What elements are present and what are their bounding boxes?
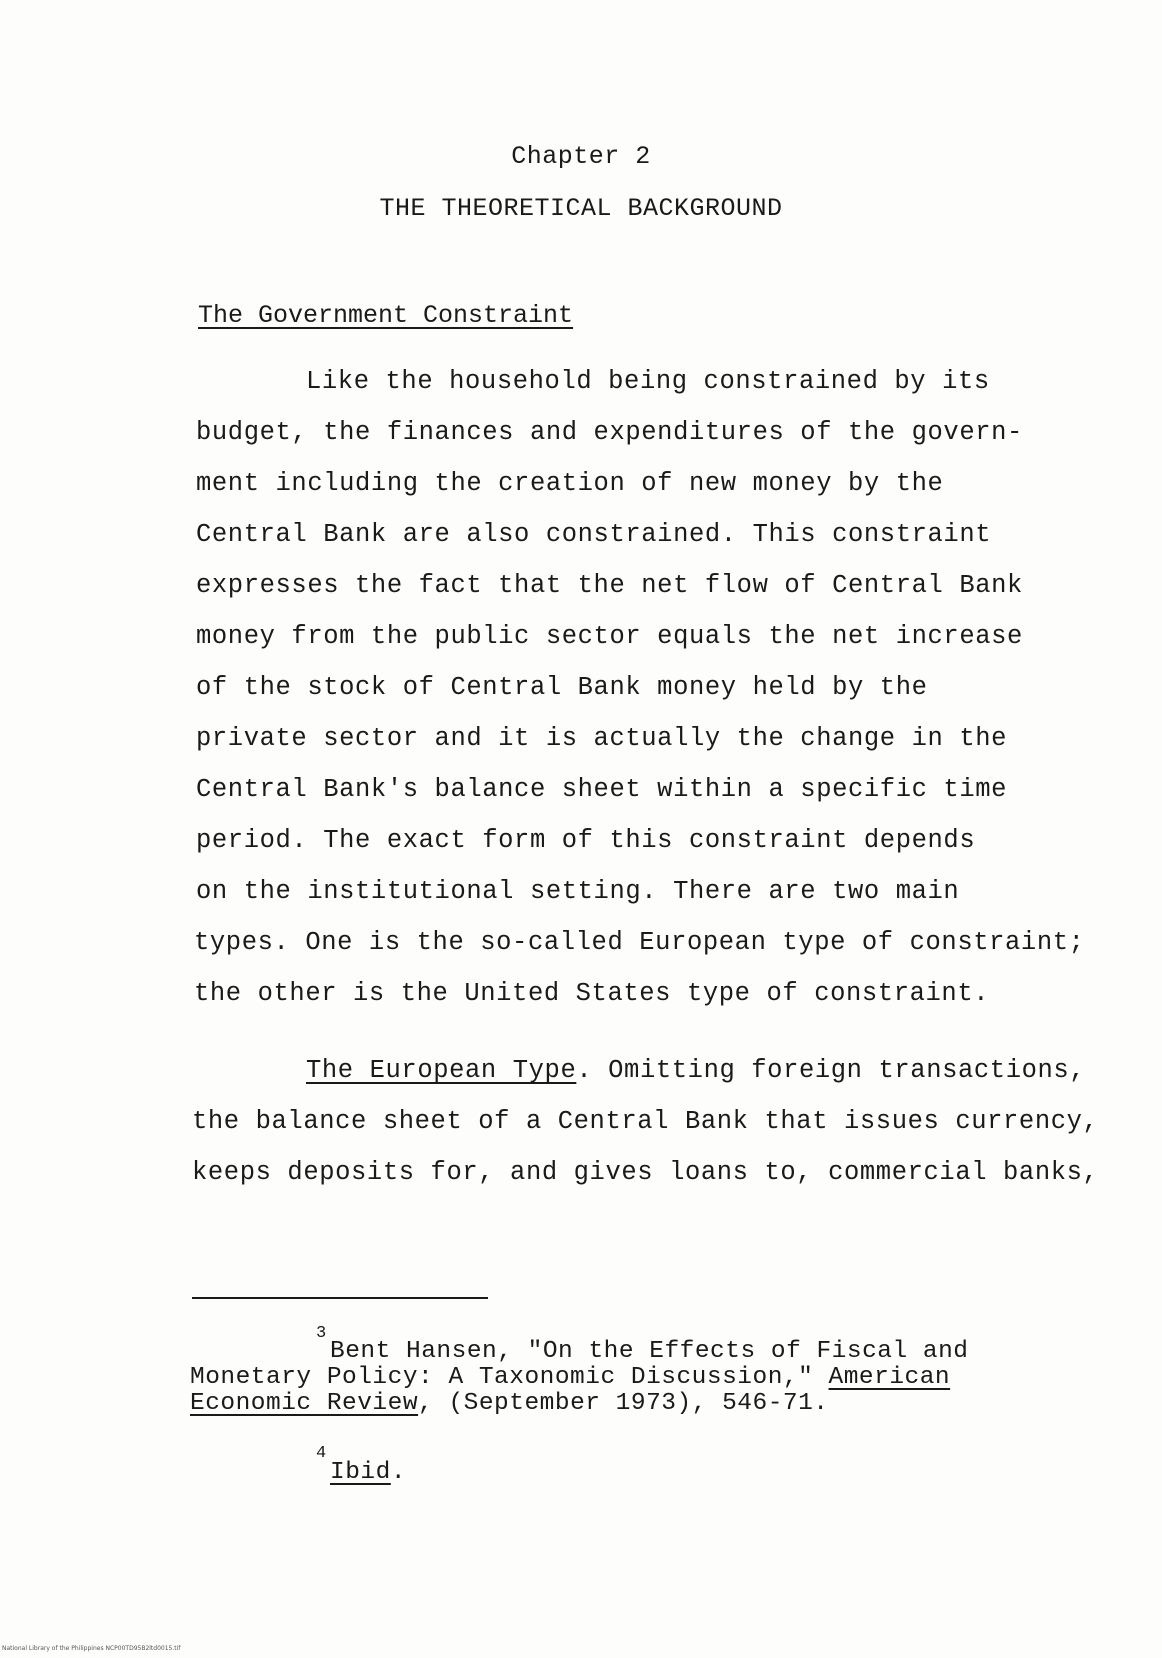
subheading-european-type: The European Type	[306, 1056, 577, 1085]
paragraph-line	[306, 1056, 1085, 1085]
paragraph-line: budget, the finances and expenditures of the govern-	[196, 418, 1023, 447]
footnote-line	[190, 1392, 829, 1417]
paragraph-line: Central Bank are also constrained. This constraint	[196, 520, 992, 549]
paragraph-line: private sector and it is actually the change in the	[196, 724, 1008, 753]
footnote-text: , (September 1973), 546-71.	[418, 1390, 829, 1417]
paragraph-line: types. One is the so-called European type of constraint;	[194, 928, 1085, 957]
footnote-line	[330, 1461, 406, 1486]
footnote-divider	[192, 1297, 488, 1299]
chapter-title: THE THEORETICAL BACKGROUND	[379, 194, 783, 223]
footnote-number: 3	[316, 1324, 327, 1343]
footnote-journal-title: American	[828, 1364, 951, 1391]
footnote-journal-title: Economic Review	[190, 1390, 419, 1417]
paragraph-text: . Omitting foreign transactions,	[576, 1056, 1086, 1085]
paragraph-line: keeps deposits for, and gives loans to, commercial banks,	[192, 1158, 1099, 1187]
archive-stamp: National Library of the Philippines NCP00TD95B2ltd0015.tif	[2, 1645, 181, 1652]
paragraph-line: ment including the creation of new money by the	[196, 469, 944, 498]
section-heading: The Government Constraint	[198, 301, 574, 330]
footnote-line	[190, 1366, 950, 1391]
paragraph-line: period. The exact form of this constraint depends	[196, 826, 976, 855]
footnote-number: 4	[316, 1444, 327, 1463]
paragraph-line: on the institutional setting. There are two main	[196, 877, 960, 906]
paragraph-line: Like the household being constrained by its	[306, 367, 990, 396]
chapter-label: Chapter 2	[511, 142, 651, 171]
footnote-text: Monetary Policy: A Taxonomic Discussion,"	[190, 1364, 829, 1391]
paragraph-line: expresses the fact that the net flow of Central Bank	[196, 571, 1023, 600]
paragraph-line: Central Bank's balance sheet within a specific time	[196, 775, 1008, 804]
footnote-text: .	[390, 1459, 407, 1486]
paragraph-line: money from the public sector equals the net increase	[196, 622, 1023, 651]
paragraph-line: the other is the United States type of constraint.	[194, 979, 990, 1008]
paragraph-line: of the stock of Central Bank money held by the	[196, 673, 928, 702]
footnote-line: Bent Hansen, "On the Effects of Fiscal and	[330, 1338, 969, 1365]
paragraph-line: the balance sheet of a Central Bank that issues currency,	[192, 1107, 1099, 1136]
footnote-ibid: Ibid	[330, 1459, 391, 1486]
